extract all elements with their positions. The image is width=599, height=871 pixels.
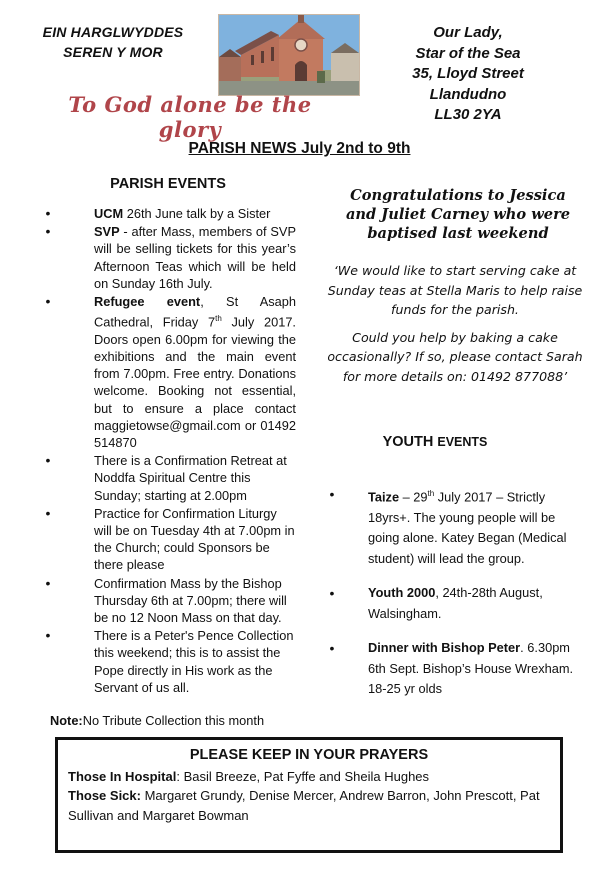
- event-text: , St Asaph Cathedral, Friday 7: [94, 294, 296, 330]
- list-item: [38, 575, 296, 627]
- prayers-sick-names: Margaret Grundy, Denise Mercer, Andrew Barron, John Prescott, Pat Sullivan and Margaret Bowman: [68, 788, 540, 823]
- bullet-icon: •: [45, 205, 51, 221]
- prayers-hospital-label: Those In Hospital: [68, 768, 177, 784]
- list-item: [38, 627, 296, 696]
- newsletter-title-text: PARISH NEWS July 2nd to 9th: [188, 140, 411, 157]
- event-text: Practice for Confirmation Liturgy will be on Tuesday 4th at 7.00pm in the Church; could Sponsors be there please: [94, 505, 295, 573]
- list-item: [322, 484, 584, 569]
- list-item: [38, 505, 296, 574]
- address-line: 35, Lloyd Street: [412, 65, 524, 82]
- youth-heading-small: EVENTS: [437, 435, 488, 449]
- ordinal-suffix: th: [215, 314, 222, 324]
- youth-events-heading: [360, 434, 510, 450]
- address-line: Our Lady,: [433, 24, 503, 41]
- bullet-icon: •: [45, 452, 51, 469]
- event-label: SVP: [94, 224, 120, 240]
- list-item: [38, 223, 296, 292]
- event-text: – 29: [399, 489, 428, 505]
- bullet-icon: •: [45, 223, 51, 240]
- welsh-church-name: [18, 22, 208, 62]
- note-label: Note:: [50, 713, 83, 728]
- address-line: Llandudno: [429, 85, 507, 103]
- parish-motto: To God alone be the glory: [68, 92, 312, 142]
- cake-appeal: [320, 261, 590, 394]
- church-photo: [218, 14, 360, 96]
- list-item: [38, 293, 296, 451]
- list-item: [38, 205, 296, 222]
- cake-appeal-paragraph: Could you help by baking a cake occasionally? If so, please contact Sarah for more details on: 01492 877088’: [327, 329, 583, 384]
- prayers-box: [55, 737, 563, 853]
- prayers-hospital-names: : Basil Breeze, Pat Fyffe and Sheila Hughes: [176, 768, 430, 784]
- event-text: , 24th-28th August, Walsingham.: [368, 585, 543, 621]
- prayers-sick-label: Those Sick:: [68, 788, 141, 803]
- prayers-title: PLEASE KEEP IN YOUR PRAYERS: [189, 747, 429, 763]
- bullet-icon: •: [329, 640, 335, 657]
- event-label: Taize: [368, 489, 400, 505]
- list-item: [322, 638, 584, 700]
- bullet-icon: •: [45, 504, 51, 521]
- event-label: UCM: [94, 206, 124, 221]
- collection-note: [50, 713, 264, 728]
- bullet-icon: •: [329, 585, 335, 602]
- event-text: July 2017 – Strictly 18yrs+. The young people will be going alone. Katey Began (Medical student) will lead the group.: [368, 489, 567, 566]
- prayers-sick: [68, 786, 550, 825]
- welsh-name-line-1: EIN HARGLWYDDES: [42, 24, 184, 40]
- list-item: [38, 452, 296, 504]
- event-text: . 6.30pm 6th Sept. Bishop’s House Wrexham. 18-25 yr olds: [368, 640, 574, 697]
- newsletter-title: [0, 140, 599, 158]
- prayers-hospital: [68, 767, 550, 787]
- bullet-icon: •: [45, 574, 51, 591]
- church-address: [388, 23, 548, 126]
- cake-appeal-paragraph: ‘We would like to start serving cake at Sunday teas at Stella Maris to help raise funds for the parish.: [327, 263, 583, 317]
- bullet-icon: •: [329, 486, 335, 502]
- note-text: No Tribute Collection this month: [82, 713, 265, 728]
- list-item: [322, 583, 584, 624]
- event-label: Dinner with Bishop Peter: [368, 640, 521, 656]
- youth-heading-main: YOUTH: [382, 434, 438, 450]
- welsh-name-line-2: SEREN Y MOR: [63, 44, 163, 60]
- event-text: July 2017. Doors open 6.00pm for viewing the exhibitions and the main event from 7.00pm. Free entry. Donations welcome. Booking not essential, but to ensure a place contact maggietowse@gmail.com or 01492 514870: [94, 314, 296, 450]
- event-label: Refugee event: [94, 294, 201, 310]
- baptism-congratulations: Congratulations to Jessica and Juliet Carney who were baptised last weekend: [345, 187, 571, 242]
- bullet-icon: •: [45, 293, 51, 310]
- bullet-icon: •: [45, 627, 51, 644]
- event-text: Confirmation Mass by the Bishop Thursday 6th at 7.00pm; there will be no 12 Noon Mass on that day.: [94, 575, 287, 625]
- event-label: Youth 2000: [368, 585, 436, 601]
- event-text: There is a Confirmation Retreat at Noddfa Spiritual Centre this Sunday; starting at 2.00pm: [94, 453, 287, 503]
- parish-events-list: [38, 205, 296, 697]
- youth-events-list: [322, 484, 584, 714]
- church-building-photo-icon: [219, 15, 359, 95]
- event-text: - after Mass, members of SVP will be selling tickets for this year’s Afternoon Teas which will be held on Sunday 16th July.: [94, 224, 296, 291]
- address-line: LL30 2YA: [434, 106, 502, 123]
- ordinal-suffix: th: [427, 489, 435, 498]
- parish-events-heading: PARISH EVENTS: [110, 176, 226, 192]
- event-text: 26th June talk by a Sister: [123, 206, 271, 221]
- event-text: There is a Peter's Pence Collection this weekend; this is to assist the Pope directly in His work as the Servant of us all.: [94, 628, 294, 695]
- address-line: Star of the Sea: [415, 44, 521, 62]
